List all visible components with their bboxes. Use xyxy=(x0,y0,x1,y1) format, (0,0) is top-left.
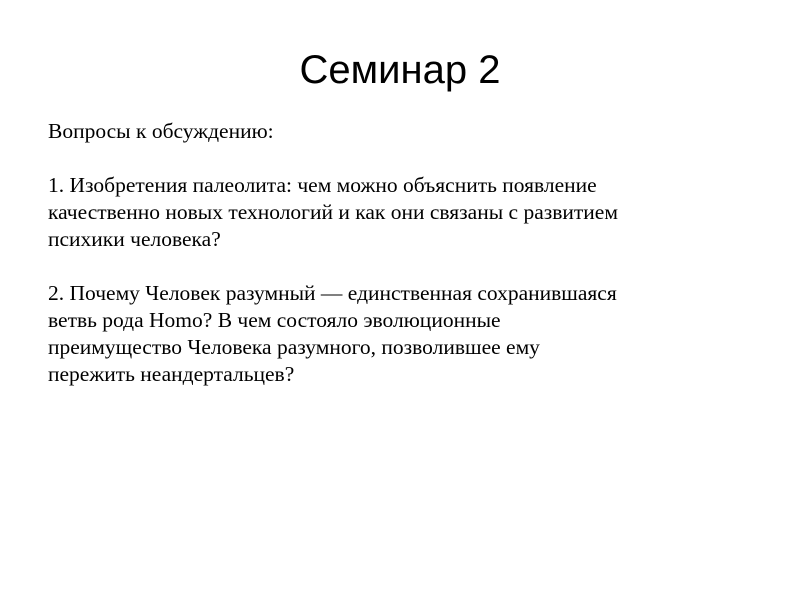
question-1-line-2: качественно новых технологий и как они связаны с развитием xyxy=(48,200,618,224)
discussion-heading: Вопросы к обсуждению: xyxy=(48,119,274,143)
question-2 xyxy=(48,280,768,388)
question-1-line-1: 1. Изобретения палеолита: чем можно объяснить появление xyxy=(48,173,597,197)
spacer xyxy=(48,253,768,280)
question-2-line-3: преимущество Человека разумного, позволившее ему xyxy=(48,335,540,359)
question-2-line-1: 2. Почему Человек разумный — единственная сохранившаяся xyxy=(48,281,617,305)
question-1 xyxy=(48,172,768,253)
spacer xyxy=(48,145,768,172)
question-1-line-3: психики человека? xyxy=(48,227,221,251)
question-2-line-4: пережить неандертальцев? xyxy=(48,362,295,386)
slide-body xyxy=(48,118,768,388)
slide-title: Семинар 2 xyxy=(299,48,501,92)
question-2-line-2: ветвь рода Homo? В чем состояло эволюционные xyxy=(48,308,501,332)
